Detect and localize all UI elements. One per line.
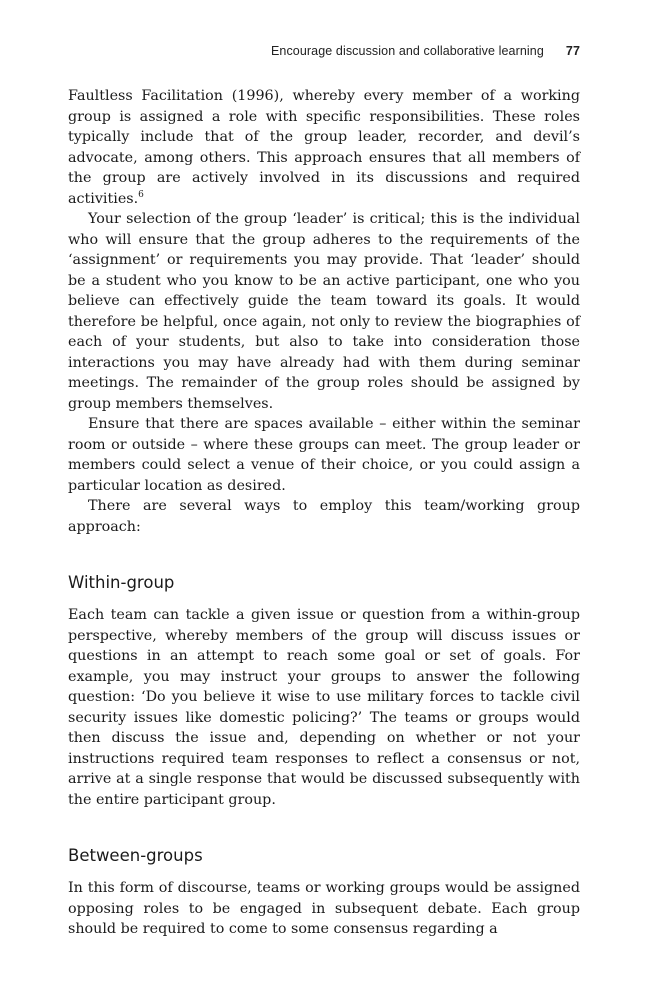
section-heading-within-group: Within-group bbox=[68, 573, 175, 592]
within-group-paragraph: Each team can tackle a given issue or question from a within-group perspective, whereby members of the group will discuss issues or questions in an attempt to reach some goal or set of goals. For example, you may instruct your groups to answer the following question: ‘Do you believe it wise to use military forces to tackle civil security issues like domestic policing?’ The teams or groups would then discuss the issue and, depending on whether or not your instructions required team responses to reflect a consensus or not, arrive at a single response that would be discussed subsequently with the entire participant group. bbox=[68, 607, 580, 808]
paragraph-2: Your selection of the group ‘leader’ is critical; this is the individual who will ensure that the group adheres to the requirements of the ‘assignment’ or requirements you may provide. That ‘leader’ should be a student who you know to be an active participant, one who you believe can effectively guide the team toward its goals. It would therefore be helpful, once again, not only to review the biographies of each of your students, but also to take into consideration those interactions you may have already had with them during seminar meetings. The remainder of the group roles should be assigned by group members themselves. bbox=[68, 211, 580, 412]
footnote-marker: 6 bbox=[138, 189, 144, 200]
body-text bbox=[68, 86, 580, 940]
paragraph-4: There are several ways to employ this team/working group approach: bbox=[68, 498, 580, 535]
running-header bbox=[68, 44, 580, 58]
page-number: 77 bbox=[565, 44, 580, 58]
paragraph-3: Ensure that there are spaces available – either within the seminar room or outside – where these groups can meet. The group leader or members could select a venue of their choice, or you could assign a particular location as desired. bbox=[68, 416, 580, 494]
paragraph-1-text: Faultless Facilitation (1996), whereby every member of a working group is assigned a role with specific responsibilities. These roles typically include that of the group leader, recorder, and devil’s advocate, among others. This approach ensures that all members of the group are actively involved in its discussions and required activities. bbox=[68, 88, 580, 207]
paragraph-1 bbox=[68, 86, 580, 209]
running-title: Encourage discussion and collaborative learning bbox=[270, 44, 544, 58]
section-heading-between-groups: Between-groups bbox=[68, 846, 203, 865]
between-groups-paragraph: In this form of discourse, teams or working groups would be assigned opposing roles to be engaged in subsequent debate. Each group should be required to come to some consensus regarding a bbox=[68, 880, 580, 937]
